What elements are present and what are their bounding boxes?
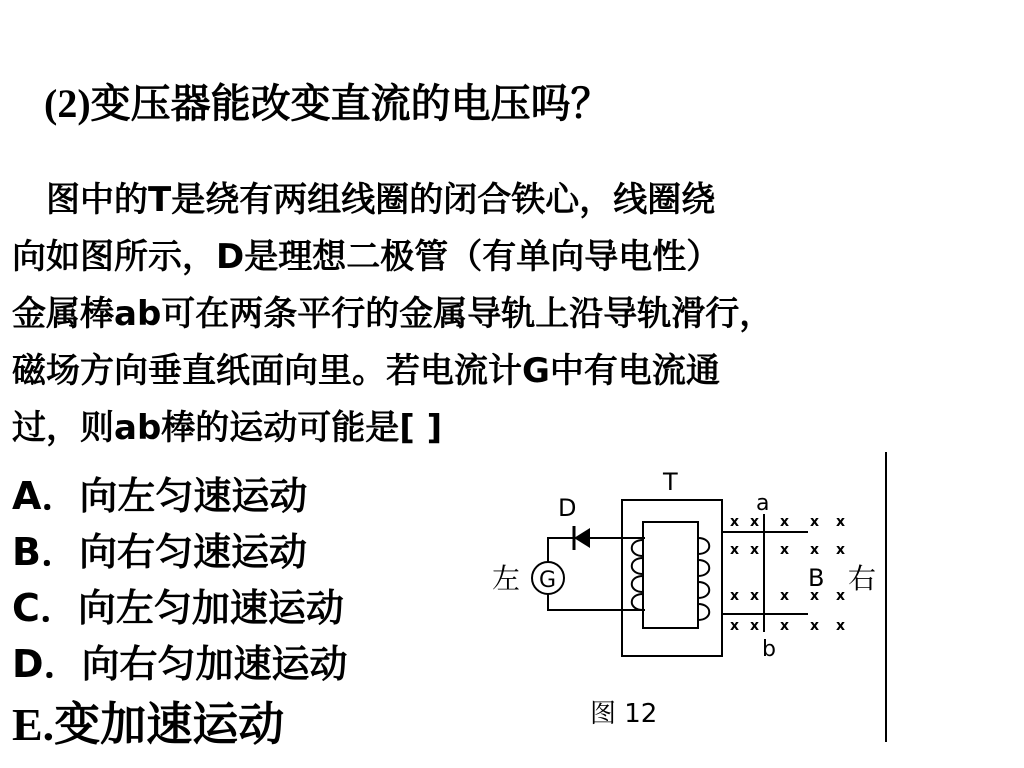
label-G: G (539, 568, 557, 593)
option-e-letter: E. (12, 699, 55, 750)
field-mark: x (836, 618, 846, 634)
answer-options (12, 468, 348, 756)
field-mark: x (750, 514, 760, 530)
field-mark: x (730, 514, 740, 530)
field-mark: x (730, 618, 740, 634)
label-a: a (756, 491, 770, 516)
question-title: 变压器能改变直流的电压吗？ (90, 81, 611, 127)
field-mark: x (750, 588, 760, 604)
statement-line: 图中的T是绕有两组线圈的闭合铁心，线圈绕 (12, 180, 716, 220)
label-B: B (808, 564, 825, 592)
field-mark: x (750, 542, 760, 558)
field-mark: x (780, 514, 790, 530)
option-a: A．向左匀速运动 (12, 474, 308, 518)
figure-caption: 图 12 (590, 699, 658, 729)
field-mark: x (836, 514, 846, 530)
field-mark: x (836, 588, 846, 604)
field-mark: x (780, 588, 790, 604)
right-coil (698, 538, 709, 620)
circuit-figure (480, 450, 900, 750)
field-mark: x (780, 542, 790, 558)
circuit-diagram (480, 450, 900, 750)
field-mark: x (836, 542, 846, 558)
option-b: B．向右匀速运动 (12, 530, 307, 574)
problem-statement (12, 172, 1012, 457)
field-mark: x (730, 588, 740, 604)
option-e-label: 变加速运动 (54, 697, 285, 751)
iron-core-inner (643, 522, 698, 628)
label-T: T (663, 468, 678, 496)
statement-line: 磁场方向垂直纸面向里。若电流计G中有电流通 (12, 351, 720, 391)
option-d: D．向右匀加速运动 (12, 642, 348, 686)
question-heading (44, 72, 611, 129)
label-right: 右 (848, 562, 877, 595)
field-mark: x (810, 514, 820, 530)
field-mark: x (780, 618, 790, 634)
left-coil (632, 540, 643, 610)
wire-top-left (548, 538, 645, 562)
field-mark: x (810, 588, 820, 604)
field-mark: x (730, 542, 740, 558)
question-number: (2) (44, 81, 91, 126)
wire-bottom-left (548, 594, 645, 610)
option-e (12, 692, 348, 756)
field-mark: x (810, 542, 820, 558)
field-mark: x (810, 618, 820, 634)
option-c: C．向左匀加速运动 (12, 586, 344, 630)
diode-symbol (574, 528, 590, 548)
statement-line: 过，则ab棒的运动可能是[ ] (12, 408, 443, 448)
field-mark: x (750, 618, 760, 634)
statement-line: 金属棒ab可在两条平行的金属导轨上沿导轨滑行， (12, 294, 774, 334)
label-D: D (558, 494, 577, 522)
label-left: 左 (492, 562, 521, 595)
label-b: b (762, 637, 776, 662)
statement-line: 向如图所示，D是理想二极管（有单向导电性） (12, 237, 721, 277)
